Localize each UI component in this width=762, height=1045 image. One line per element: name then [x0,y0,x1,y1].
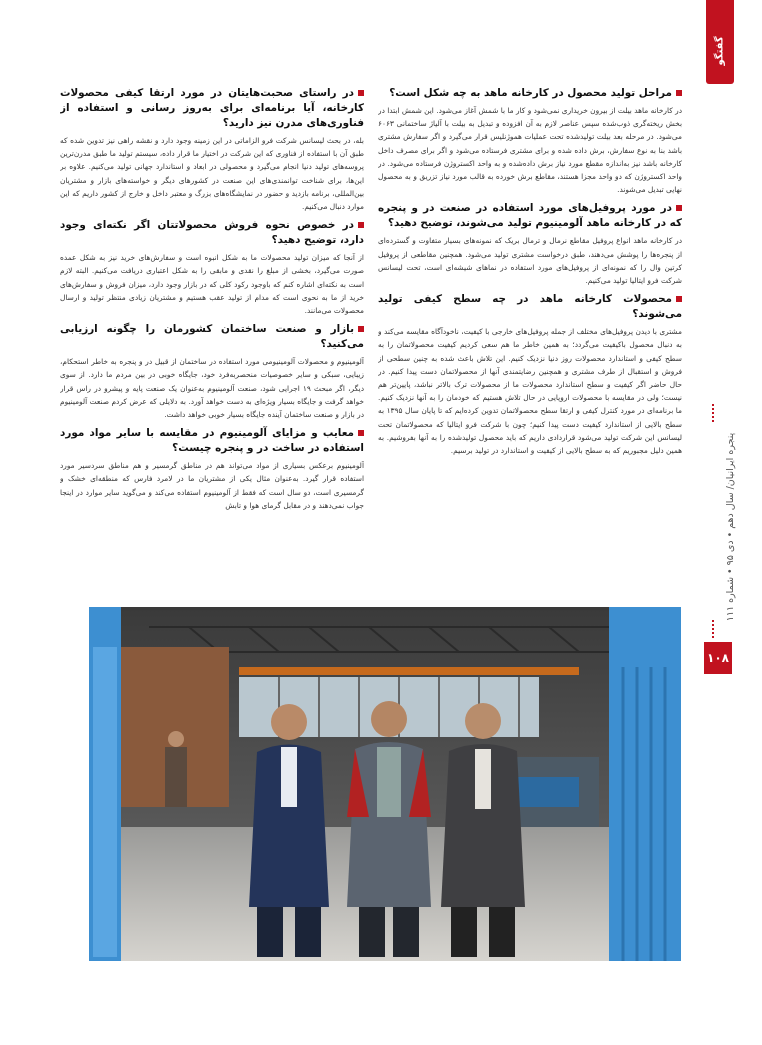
square-bullet-icon [676,296,682,302]
square-bullet-icon [676,205,682,211]
square-bullet-icon [358,222,364,228]
square-bullet-icon [676,90,682,96]
question-heading: مراحل تولید محصول در کارخانه ماهد به چه شکل است؟ [378,86,682,101]
question-heading: در راستای صحبت‌هایتان در مورد ارتقا کیفی محصولات کارخانه، آیا برنامه‌ای برای به‌روز رسانی و استفاده از فناوری‌های مدرن نیز دارید؟ [60,87,364,129]
answer-paragraph: آلومینیوم و محصولات آلومینیومی مورد استفاده در ساختمان از قبیل در و پنجره به خاطر استحکام، زیبایی، سبکی و سایر خصوصیات منحصربه‌فرد خود، جایگاه خوبی در بین مردم ما دارد. از سوی دیگر، اگر مبحث ۱۹ اجرایی شود، صنعت آلومینیوم به‌عنوان یک صنعت پایه و پیشرو در راس قرار خواهد گرفت و جایگاه بسیار ویژه‌ای به دست خواهد آورد. به دلایلی که عرض کردم صنعت آلومینیوم در بازار و صنعت ساختمان آینده جایگاه بسیار خوبی خواهد داشت. [60,357,364,420]
square-bullet-icon [358,90,364,96]
factory-photo-illustration [89,607,681,961]
running-title: پنجره ایرانیان/ سال دهم • دی ۹۵ • شماره ۱۱۱ [725,432,736,622]
article-column-right [378,86,682,598]
square-bullet-icon [358,326,364,332]
section-tab-label: گفتگو [714,36,726,66]
square-bullet-icon [358,430,364,436]
section-tab [706,0,734,84]
answer-paragraph: در کارخانه ماهد بیلت از بیرون خریداری نمی‌شود و کار ما با شمش آغاز می‌شود. این شمش ابتدا در بخش ریخته‌گری ذوب‌شده سپس عناصر لازم به آن افزوده و تبدیل به بیلت با آلیاژ ساختمانی ۶۰۶۳ می‌شود. در مرحله بعد بیلت تولیدشده تحت عملیات هموژنلیس قرار می‌گیرد و اگر سفارش مشتری باشد بنا به نوع سفارش، برش داده شده و برای مشتری فرستاده می‌شود و اگر برای مصرف داخل کارخانه باشد نیز به‌اندازه مقطع مورد نیاز برش داده‌شده و به واحد اکستروژن فرستاده می‌شود. در واحد اکستروژن که دو واحد مجزا هستند، مقاطع برش خورده به قالب مورد نیاز تزریق و به محصول نهایی تبدیل می‌شوند. [378,106,682,195]
answer-paragraph: آلومینیوم برعکس بسیاری از مواد می‌تواند هم در مناطق گرمسیر و هم مناطق سردسیر مورد استفاده قرار گیرد. به‌عنوان مثال یکی از مشتریان ما در لامرد فارس که منطقه‌ای خشک و گرمسیری است، دو سال است که فقط از آلومینیوم استفاده می‌کند و می‌گوید سایر موارد در اینجا جواب نمی‌دهند و در مقابل گرمای هوا و تابش [60,461,364,510]
answer-paragraph: از آنجا که میزان تولید محصولات ما به شکل انبوه است و سفارش‌های خرید نیز به شکل عمده صورت می‌گیرد، بخشی از مبلغ را نقدی و مابقی را به شکل اعتباری دریافت می‌کنیم. البته لازم است به نکته‌ای اشاره کنم که باوجود رکود کلی که در بازار وجود دارد، میزان فروش و سفارش‌های خرید از ما به نحوی است که مدام از تولید عقب هستیم و مشتریان زیادی منتظر تولید و ارسال محصولات می‌مانند. [60,253,364,316]
question-heading: محصولات کارخانه ماهد در چه سطح کیفی تولید می‌شوند؟ [378,293,682,321]
factory-photo [89,607,681,961]
answer-paragraph: در کارخانه ماهد انواع پروفیل مقاطع نرمال و ترمال بریک که نمونه‌های بسیار متفاوت و گسترده‌ای از پنجره‌ها را پوشش می‌دهند، طبق درخواست مشتری تولید می‌شود. همچنین مقاطعی از پروفیل کرتین وال را که نمونه‌ای از پروفیل‌های مورد استفاده در نماهای شیشه‌ای است، تحت لیسانس شرکت فرو ایتالیا تولید می‌کنیم. [378,236,682,286]
side-dotted-rule-bottom [712,620,716,638]
page-number: ۱۰۸ [704,642,732,674]
question-heading: در خصوص نحوه فروش محصولاتتان اگر نکته‌ای وجود دارد، توضیح دهید؟ [60,219,364,247]
question-heading: معایب و مزایای آلومینیوم در مقایسه با سایر مواد مورد استفاده در ساخت در و پنجره چیست؟ [60,427,364,455]
answer-paragraph: بله، در بحث لیسانس شرکت فرو الزاماتی در این زمینه وجود دارد و نقشه راهی نیز تدوین شده که طبق آن با استفاده از فناوری که این شرکت در اختیار ما قرار داده، سیستم تولید ما طبق مدرن‌ترین پروسه‌های تولید دنیا انجام می‌گیرد و محصولی در ابعاد و استاندارد جهانی تولید می‌کنیم. علاوه بر این‌ها، برای شناخت توانمندی‌های این صنعت در کشورهای دیگر و خواسته‌های بازار و مشتریان بین‌المللی، برنامه بازدید و حضور در نمایشگاه‌های بزرگ و معتبر داخل و خارج از کشور داریم که این موارد دنبال می‌کنیم. [60,136,364,212]
question-heading: بازار و صنعت ساختمان کشورمان را چگونه ارزیابی می‌کنید؟ [60,323,364,351]
answer-paragraph: مشتری با دیدن پروفیل‌های مختلف از جمله پروفیل‌های خارجی با کیفیت، ناخودآگاه مقایسه می‌کند و به دنبال محصول باکیفیت می‌گردد؛ به همین خاطر ما هم سعی کردیم کیفیت محصولاتمان را به سطح کیفی و استاندارد محصولات روز دنیا نزدیک کنیم. این تلاش باعث شده به چنین سطحی از فروش و استقبال از طرف مشتری و همچنین رضایتمندی آنها از محصولاتمان دست پیدا کنیم. در حال حاضر اگر کیفیت و سطح استاندارد محصولات ما از محصولات ترک بالاتر نباشد، پایین‌تر هم نیست؛ ولی در مقایسه با محصولات اروپایی در حال تلاش هستیم که خودمان را به آنها نزدیک کنیم. ما برنامه‌ای در مورد کنترل کیفی و ارتقا سطح محصولاتمان تدوین کرده‌ایم که تا پایان سال ۱۳۹۵ به سطح بالایی از استاندارد کیفیت دست پیدا کنیم؛ چون با شرکت فرو ایتالیا که محصولاتمان تحت لیسانس این شرکت تولید می‌شود قراردادی داریم که باید محصول تولیدشده را به آنها بفروشیم. به همین دلیل مجبوریم که به سطح بالایی از کیفیت و استاندارد در تولید برسیم. [378,327,682,456]
article-column-left [60,86,364,598]
question-heading: در مورد پروفیل‌های مورد استفاده در صنعت در و پنجره که در کارخانه ماهد آلومینیوم تولید می‌شوند، توضیح دهید؟ [378,202,682,230]
side-dotted-rule-top [712,404,716,422]
